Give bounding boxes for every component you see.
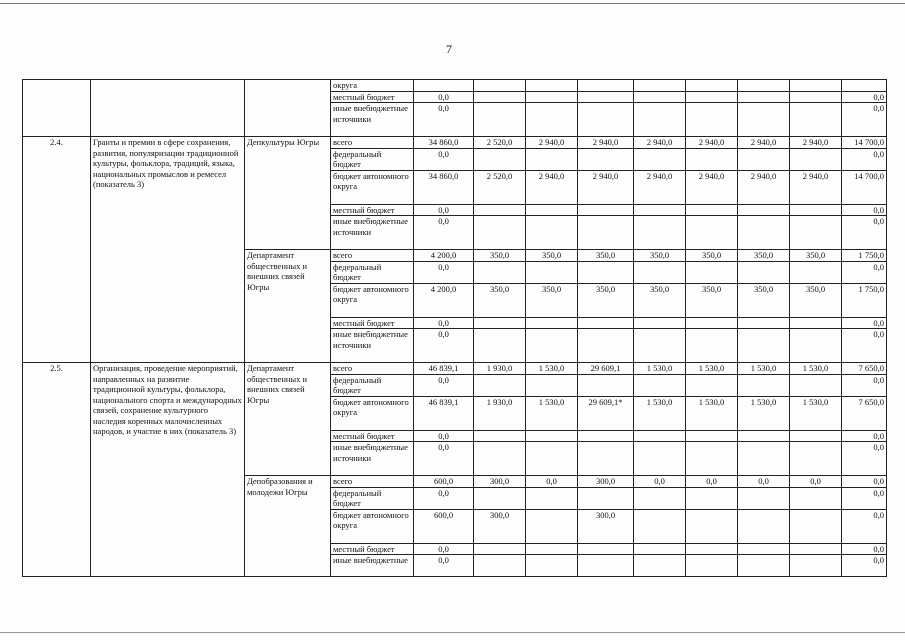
year-amount-cell: 350,0 <box>634 250 686 262</box>
year-amount-cell <box>474 204 526 216</box>
year-amount-cell <box>790 80 842 92</box>
scan-top-edge <box>0 3 905 4</box>
total-amount-cell: 0,0 <box>414 555 474 577</box>
period-total-cell: 1 750,0 <box>842 250 887 262</box>
year-amount-cell: 2 940,0 <box>738 170 790 204</box>
year-amount-cell: 1 930,0 <box>474 363 526 375</box>
year-amount-cell: 1 530,0 <box>790 363 842 375</box>
year-amount-cell <box>790 555 842 577</box>
year-amount-cell: 0,0 <box>738 476 790 488</box>
total-amount-cell: 0,0 <box>414 91 474 103</box>
year-amount-cell <box>790 91 842 103</box>
year-amount-cell <box>686 216 738 250</box>
total-amount-cell: 0,0 <box>414 216 474 250</box>
year-amount-cell <box>634 487 686 509</box>
executor-cell: Депкультуры Югры <box>245 137 331 250</box>
year-amount-cell: 350,0 <box>738 250 790 262</box>
year-amount-cell: 350,0 <box>634 283 686 317</box>
year-amount-cell: 1 530,0 <box>686 396 738 430</box>
year-amount-cell <box>738 555 790 577</box>
year-amount-cell <box>686 261 738 283</box>
year-amount-cell: 1 530,0 <box>686 363 738 375</box>
year-amount-cell <box>526 543 578 555</box>
year-amount-cell: 2 520,0 <box>474 170 526 204</box>
year-amount-cell <box>634 555 686 577</box>
year-amount-cell: 350,0 <box>526 283 578 317</box>
year-amount-cell: 350,0 <box>474 283 526 317</box>
year-amount-cell <box>526 374 578 396</box>
year-amount-cell <box>790 442 842 476</box>
year-amount-cell <box>790 329 842 363</box>
year-amount-cell: 350,0 <box>686 250 738 262</box>
funding-source-cell: федеральный бюджет <box>331 487 414 509</box>
year-amount-cell <box>686 543 738 555</box>
year-amount-cell <box>634 430 686 442</box>
year-amount-cell <box>578 430 634 442</box>
year-amount-cell <box>790 204 842 216</box>
total-amount-cell: 0,0 <box>414 442 474 476</box>
total-amount-cell: 0,0 <box>414 103 474 137</box>
year-amount-cell: 0,0 <box>634 476 686 488</box>
activity-name-cell: Организация, проведение мероприятий, направленных на развитие традиционной культуры, фольклора, национального спорта и международных связей, сохранение культурного наследия коренных малочисленных народов, и участие в них (показатель 3) <box>91 363 245 577</box>
year-amount-cell <box>578 555 634 577</box>
year-amount-cell <box>474 329 526 363</box>
year-amount-cell: 1 530,0 <box>526 363 578 375</box>
year-amount-cell: 300,0 <box>578 509 634 543</box>
period-total-cell: 0,0 <box>842 261 887 283</box>
year-amount-cell: 2 940,0 <box>790 137 842 149</box>
year-amount-cell <box>686 555 738 577</box>
year-amount-cell <box>686 329 738 363</box>
year-amount-cell <box>738 204 790 216</box>
activity-name-cell: Гранты и премии в сфере сохранения, развития, популяризации традиционной культуры, фольклора, традиций, языка, национальных промыслов и ремесел (показатель 3) <box>91 137 245 363</box>
activity-name-cell <box>91 80 245 137</box>
year-amount-cell <box>738 543 790 555</box>
year-amount-cell <box>738 487 790 509</box>
year-amount-cell <box>790 317 842 329</box>
total-amount-cell: 0,0 <box>414 374 474 396</box>
period-total-cell: 0,0 <box>842 543 887 555</box>
total-amount-cell: 0,0 <box>414 317 474 329</box>
total-amount-cell <box>414 80 474 92</box>
year-amount-cell <box>526 148 578 170</box>
year-amount-cell <box>738 329 790 363</box>
period-total-cell: 7 650,0 <box>842 396 887 430</box>
period-total-cell: 0,0 <box>842 329 887 363</box>
year-amount-cell <box>686 204 738 216</box>
year-amount-cell: 2 940,0 <box>686 137 738 149</box>
total-amount-cell: 46 839,1 <box>414 396 474 430</box>
year-amount-cell <box>686 509 738 543</box>
year-amount-cell: 350,0 <box>474 250 526 262</box>
funding-source-cell: местный бюджет <box>331 543 414 555</box>
total-amount-cell: 34 860,0 <box>414 137 474 149</box>
total-amount-cell: 4 200,0 <box>414 283 474 317</box>
year-amount-cell <box>578 374 634 396</box>
year-amount-cell <box>474 148 526 170</box>
year-amount-cell <box>634 509 686 543</box>
year-amount-cell <box>634 374 686 396</box>
year-amount-cell <box>686 487 738 509</box>
year-amount-cell <box>634 317 686 329</box>
executor-cell: Департамент общественных и внешних связей Югры <box>245 363 331 476</box>
period-total-cell: 0,0 <box>842 91 887 103</box>
year-amount-cell <box>790 148 842 170</box>
period-total-cell <box>842 80 887 92</box>
year-amount-cell <box>790 374 842 396</box>
total-amount-cell: 46 839,1 <box>414 363 474 375</box>
year-amount-cell <box>474 442 526 476</box>
year-amount-cell <box>474 487 526 509</box>
item-number-cell: 2.4. <box>23 137 91 363</box>
period-total-cell: 0,0 <box>842 374 887 396</box>
year-amount-cell <box>686 442 738 476</box>
year-amount-cell <box>634 329 686 363</box>
year-amount-cell <box>578 91 634 103</box>
period-total-cell: 0,0 <box>842 430 887 442</box>
executor-cell: Департамент общественных и внешних связей Югры <box>245 250 331 363</box>
scan-bottom-edge <box>0 632 905 633</box>
year-amount-cell: 300,0 <box>474 476 526 488</box>
year-amount-cell: 2 940,0 <box>738 137 790 149</box>
total-amount-cell: 0,0 <box>414 204 474 216</box>
funding-source-cell: иные внебюджетные источники <box>331 329 414 363</box>
year-amount-cell: 2 940,0 <box>634 170 686 204</box>
period-total-cell: 0,0 <box>842 487 887 509</box>
year-amount-cell: 2 940,0 <box>526 137 578 149</box>
year-amount-cell: 1 530,0 <box>634 363 686 375</box>
year-amount-cell <box>686 91 738 103</box>
year-amount-cell: 1 930,0 <box>474 396 526 430</box>
year-amount-cell: 0,0 <box>790 476 842 488</box>
funding-source-cell: бюджет автономного округа <box>331 396 414 430</box>
year-amount-cell: 350,0 <box>686 283 738 317</box>
funding-source-cell: всего <box>331 250 414 262</box>
year-amount-cell <box>634 261 686 283</box>
funding-source-cell: иные внебюджетные источники <box>331 442 414 476</box>
year-amount-cell <box>738 442 790 476</box>
program-finance-table <box>22 79 887 577</box>
funding-source-cell: иные внебюджетные источники <box>331 216 414 250</box>
year-amount-cell: 1 530,0 <box>738 363 790 375</box>
year-amount-cell <box>526 80 578 92</box>
funding-source-cell: всего <box>331 363 414 375</box>
total-amount-cell: 34 860,0 <box>414 170 474 204</box>
year-amount-cell: 350,0 <box>578 250 634 262</box>
item-number-cell: 2.5. <box>23 363 91 577</box>
year-amount-cell <box>474 261 526 283</box>
year-amount-cell: 2 940,0 <box>686 170 738 204</box>
year-amount-cell <box>526 91 578 103</box>
year-amount-cell <box>526 329 578 363</box>
period-total-cell: 1 750,0 <box>842 283 887 317</box>
year-amount-cell <box>526 430 578 442</box>
year-amount-cell <box>686 317 738 329</box>
year-amount-cell <box>790 216 842 250</box>
year-amount-cell <box>578 487 634 509</box>
year-amount-cell <box>578 148 634 170</box>
funding-source-cell: федеральный бюджет <box>331 374 414 396</box>
year-amount-cell: 1 530,0 <box>790 396 842 430</box>
period-total-cell: 0,0 <box>842 317 887 329</box>
year-amount-cell <box>738 374 790 396</box>
year-amount-cell <box>474 430 526 442</box>
year-amount-cell <box>790 103 842 137</box>
year-amount-cell <box>686 103 738 137</box>
total-amount-cell: 4 200,0 <box>414 250 474 262</box>
year-amount-cell: 2 940,0 <box>578 137 634 149</box>
funding-source-cell: всего <box>331 137 414 149</box>
period-total-cell: 14 700,0 <box>842 137 887 149</box>
year-amount-cell <box>474 91 526 103</box>
year-amount-cell <box>634 80 686 92</box>
year-amount-cell: 350,0 <box>738 283 790 317</box>
year-amount-cell <box>578 543 634 555</box>
year-amount-cell <box>526 216 578 250</box>
total-amount-cell: 0,0 <box>414 329 474 363</box>
total-amount-cell: 600,0 <box>414 509 474 543</box>
funding-source-cell: местный бюджет <box>331 317 414 329</box>
year-amount-cell: 1 530,0 <box>634 396 686 430</box>
year-amount-cell: 350,0 <box>790 250 842 262</box>
year-amount-cell <box>578 204 634 216</box>
funding-source-cell: бюджет автономного округа <box>331 170 414 204</box>
year-amount-cell <box>634 216 686 250</box>
total-amount-cell: 0,0 <box>414 543 474 555</box>
period-total-cell: 0,0 <box>842 204 887 216</box>
year-amount-cell <box>738 261 790 283</box>
funding-source-cell: местный бюджет <box>331 91 414 103</box>
funding-source-cell: всего <box>331 476 414 488</box>
funding-source-cell: бюджет автономного округа <box>331 283 414 317</box>
year-amount-cell <box>738 148 790 170</box>
year-amount-cell: 350,0 <box>526 250 578 262</box>
total-amount-cell: 0,0 <box>414 487 474 509</box>
year-amount-cell <box>738 80 790 92</box>
funding-source-cell: местный бюджет <box>331 204 414 216</box>
year-amount-cell <box>474 80 526 92</box>
executor-cell: Депобразования и молодежи Югры <box>245 476 331 577</box>
year-amount-cell <box>474 103 526 137</box>
year-amount-cell <box>526 103 578 137</box>
year-amount-cell <box>738 317 790 329</box>
year-amount-cell <box>578 317 634 329</box>
period-total-cell: 0,0 <box>842 509 887 543</box>
funding-source-cell: иные внебюджетные источники <box>331 103 414 137</box>
year-amount-cell <box>790 430 842 442</box>
table-row <box>23 363 887 375</box>
year-amount-cell <box>526 442 578 476</box>
year-amount-cell <box>738 430 790 442</box>
year-amount-cell <box>790 261 842 283</box>
funding-source-cell: местный бюджет <box>331 430 414 442</box>
funding-source-cell: иные внебюджетные <box>331 555 414 577</box>
year-amount-cell <box>526 261 578 283</box>
year-amount-cell: 2 520,0 <box>474 137 526 149</box>
year-amount-cell: 29 609,1* <box>578 396 634 430</box>
year-amount-cell: 2 940,0 <box>790 170 842 204</box>
year-amount-cell: 0,0 <box>686 476 738 488</box>
year-amount-cell <box>578 261 634 283</box>
year-amount-cell: 350,0 <box>790 283 842 317</box>
table-row <box>23 80 887 92</box>
year-amount-cell <box>474 555 526 577</box>
year-amount-cell <box>790 487 842 509</box>
year-amount-cell <box>634 91 686 103</box>
year-amount-cell <box>738 91 790 103</box>
year-amount-cell <box>526 555 578 577</box>
year-amount-cell: 0,0 <box>526 476 578 488</box>
year-amount-cell: 2 940,0 <box>578 170 634 204</box>
year-amount-cell <box>738 103 790 137</box>
year-amount-cell: 1 530,0 <box>738 396 790 430</box>
year-amount-cell <box>474 543 526 555</box>
table-body <box>23 80 887 577</box>
total-amount-cell: 600,0 <box>414 476 474 488</box>
year-amount-cell: 300,0 <box>578 476 634 488</box>
year-amount-cell <box>738 509 790 543</box>
year-amount-cell <box>790 543 842 555</box>
year-amount-cell <box>474 374 526 396</box>
year-amount-cell <box>578 442 634 476</box>
year-amount-cell <box>526 317 578 329</box>
year-amount-cell <box>686 148 738 170</box>
total-amount-cell: 0,0 <box>414 261 474 283</box>
year-amount-cell <box>474 317 526 329</box>
year-amount-cell: 2 940,0 <box>526 170 578 204</box>
total-amount-cell: 0,0 <box>414 148 474 170</box>
total-amount-cell: 0,0 <box>414 430 474 442</box>
period-total-cell: 0,0 <box>842 103 887 137</box>
number-cell <box>23 80 91 137</box>
period-total-cell: 0,0 <box>842 216 887 250</box>
year-amount-cell <box>474 216 526 250</box>
year-amount-cell <box>738 216 790 250</box>
page-number: 7 <box>446 42 452 56</box>
funding-source-cell: федеральный бюджет <box>331 261 414 283</box>
year-amount-cell <box>634 442 686 476</box>
year-amount-cell <box>686 80 738 92</box>
year-amount-cell <box>634 543 686 555</box>
year-amount-cell <box>526 487 578 509</box>
period-total-cell: 0,0 <box>842 148 887 170</box>
year-amount-cell: 300,0 <box>474 509 526 543</box>
year-amount-cell <box>526 509 578 543</box>
year-amount-cell <box>790 509 842 543</box>
year-amount-cell <box>634 148 686 170</box>
period-total-cell: 14 700,0 <box>842 170 887 204</box>
year-amount-cell <box>686 430 738 442</box>
year-amount-cell <box>578 80 634 92</box>
period-total-cell: 0,0 <box>842 476 887 488</box>
executor-cell <box>245 80 331 137</box>
funding-source-cell: бюджет автономного округа <box>331 509 414 543</box>
year-amount-cell <box>634 204 686 216</box>
period-total-cell: 0,0 <box>842 442 887 476</box>
year-amount-cell <box>634 103 686 137</box>
year-amount-cell <box>578 329 634 363</box>
funding-source-cell: федеральный бюджет <box>331 148 414 170</box>
period-total-cell: 7 650,0 <box>842 363 887 375</box>
year-amount-cell <box>578 216 634 250</box>
table-row <box>23 137 887 149</box>
year-amount-cell: 350,0 <box>578 283 634 317</box>
year-amount-cell <box>578 103 634 137</box>
year-amount-cell: 2 940,0 <box>634 137 686 149</box>
funding-source-cell: округа <box>331 80 414 92</box>
year-amount-cell: 1 530,0 <box>526 396 578 430</box>
year-amount-cell: 29 609,1 <box>578 363 634 375</box>
year-amount-cell <box>526 204 578 216</box>
year-amount-cell <box>686 374 738 396</box>
period-total-cell: 0,0 <box>842 555 887 577</box>
